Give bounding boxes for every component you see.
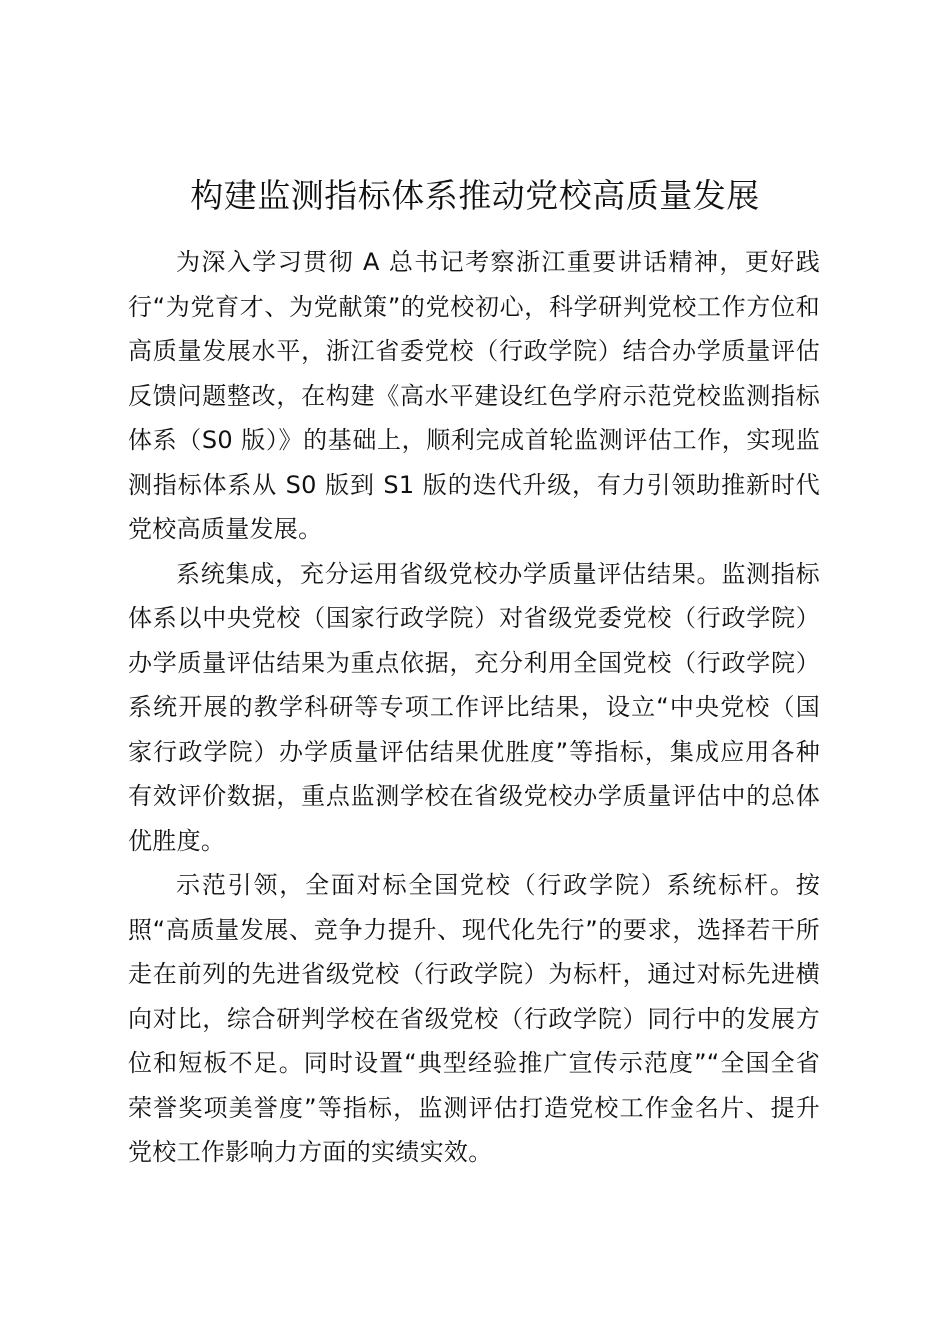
document-body bbox=[128, 240, 820, 1175]
document-title: 构建监测指标体系推动党校高质量发展 bbox=[190, 176, 760, 215]
paragraph-intro: 为深入学习贯彻 A 总书记考察浙江重要讲话精神，更好践行“为党育才、为党献策”的党校初心，科学研判党校工作方位和高质量发展水平，浙江省委党校（行政学院）结合办学质量评估反馈问题整改，在构建《高水平建设红色学府示范党校监测指标体系（S0 版）》的基础上，顺利完成首轮监测评估工作，实现监测指标体系从 S0 版到 S1 版的迭代升级，有力引领助推新时代党校高质量发展。 bbox=[128, 248, 820, 543]
paragraph-system-integration: 系统集成，充分运用省级党校办学质量评估结果。监测指标体系以中央党校（国家行政学院）对省级党委党校（行政学院）办学质量评估结果为重点依据，充分利用全国党校（行政学院）系统开展的教学科研等专项工作评比结果，设立“中央党校（国家行政学院）办学质量评估结果优胜度”等指标，集成应用各种有效评价数据，重点监测学校在省级党校办学质量评估中的总体优胜度。 bbox=[128, 559, 820, 855]
paragraph-benchmark-leading: 示范引领，全面对标全国党校（行政学院）系统标杆。按照“高质量发展、竞争力提升、现代化先行”的要求，选择若干所走在前列的先进省级党校（行政学院）为标杆，通过对标先进横向对比，综合研判学校在省级党校（行政学院）同行中的发展方位和短板不足。同时设置“典型经验推广宣传示范度”“全国全省荣誉奖项美誉度”等指标，监测评估打造党校工作金名片、提升党校工作影响力方面的实绩实效。 bbox=[128, 871, 820, 1166]
